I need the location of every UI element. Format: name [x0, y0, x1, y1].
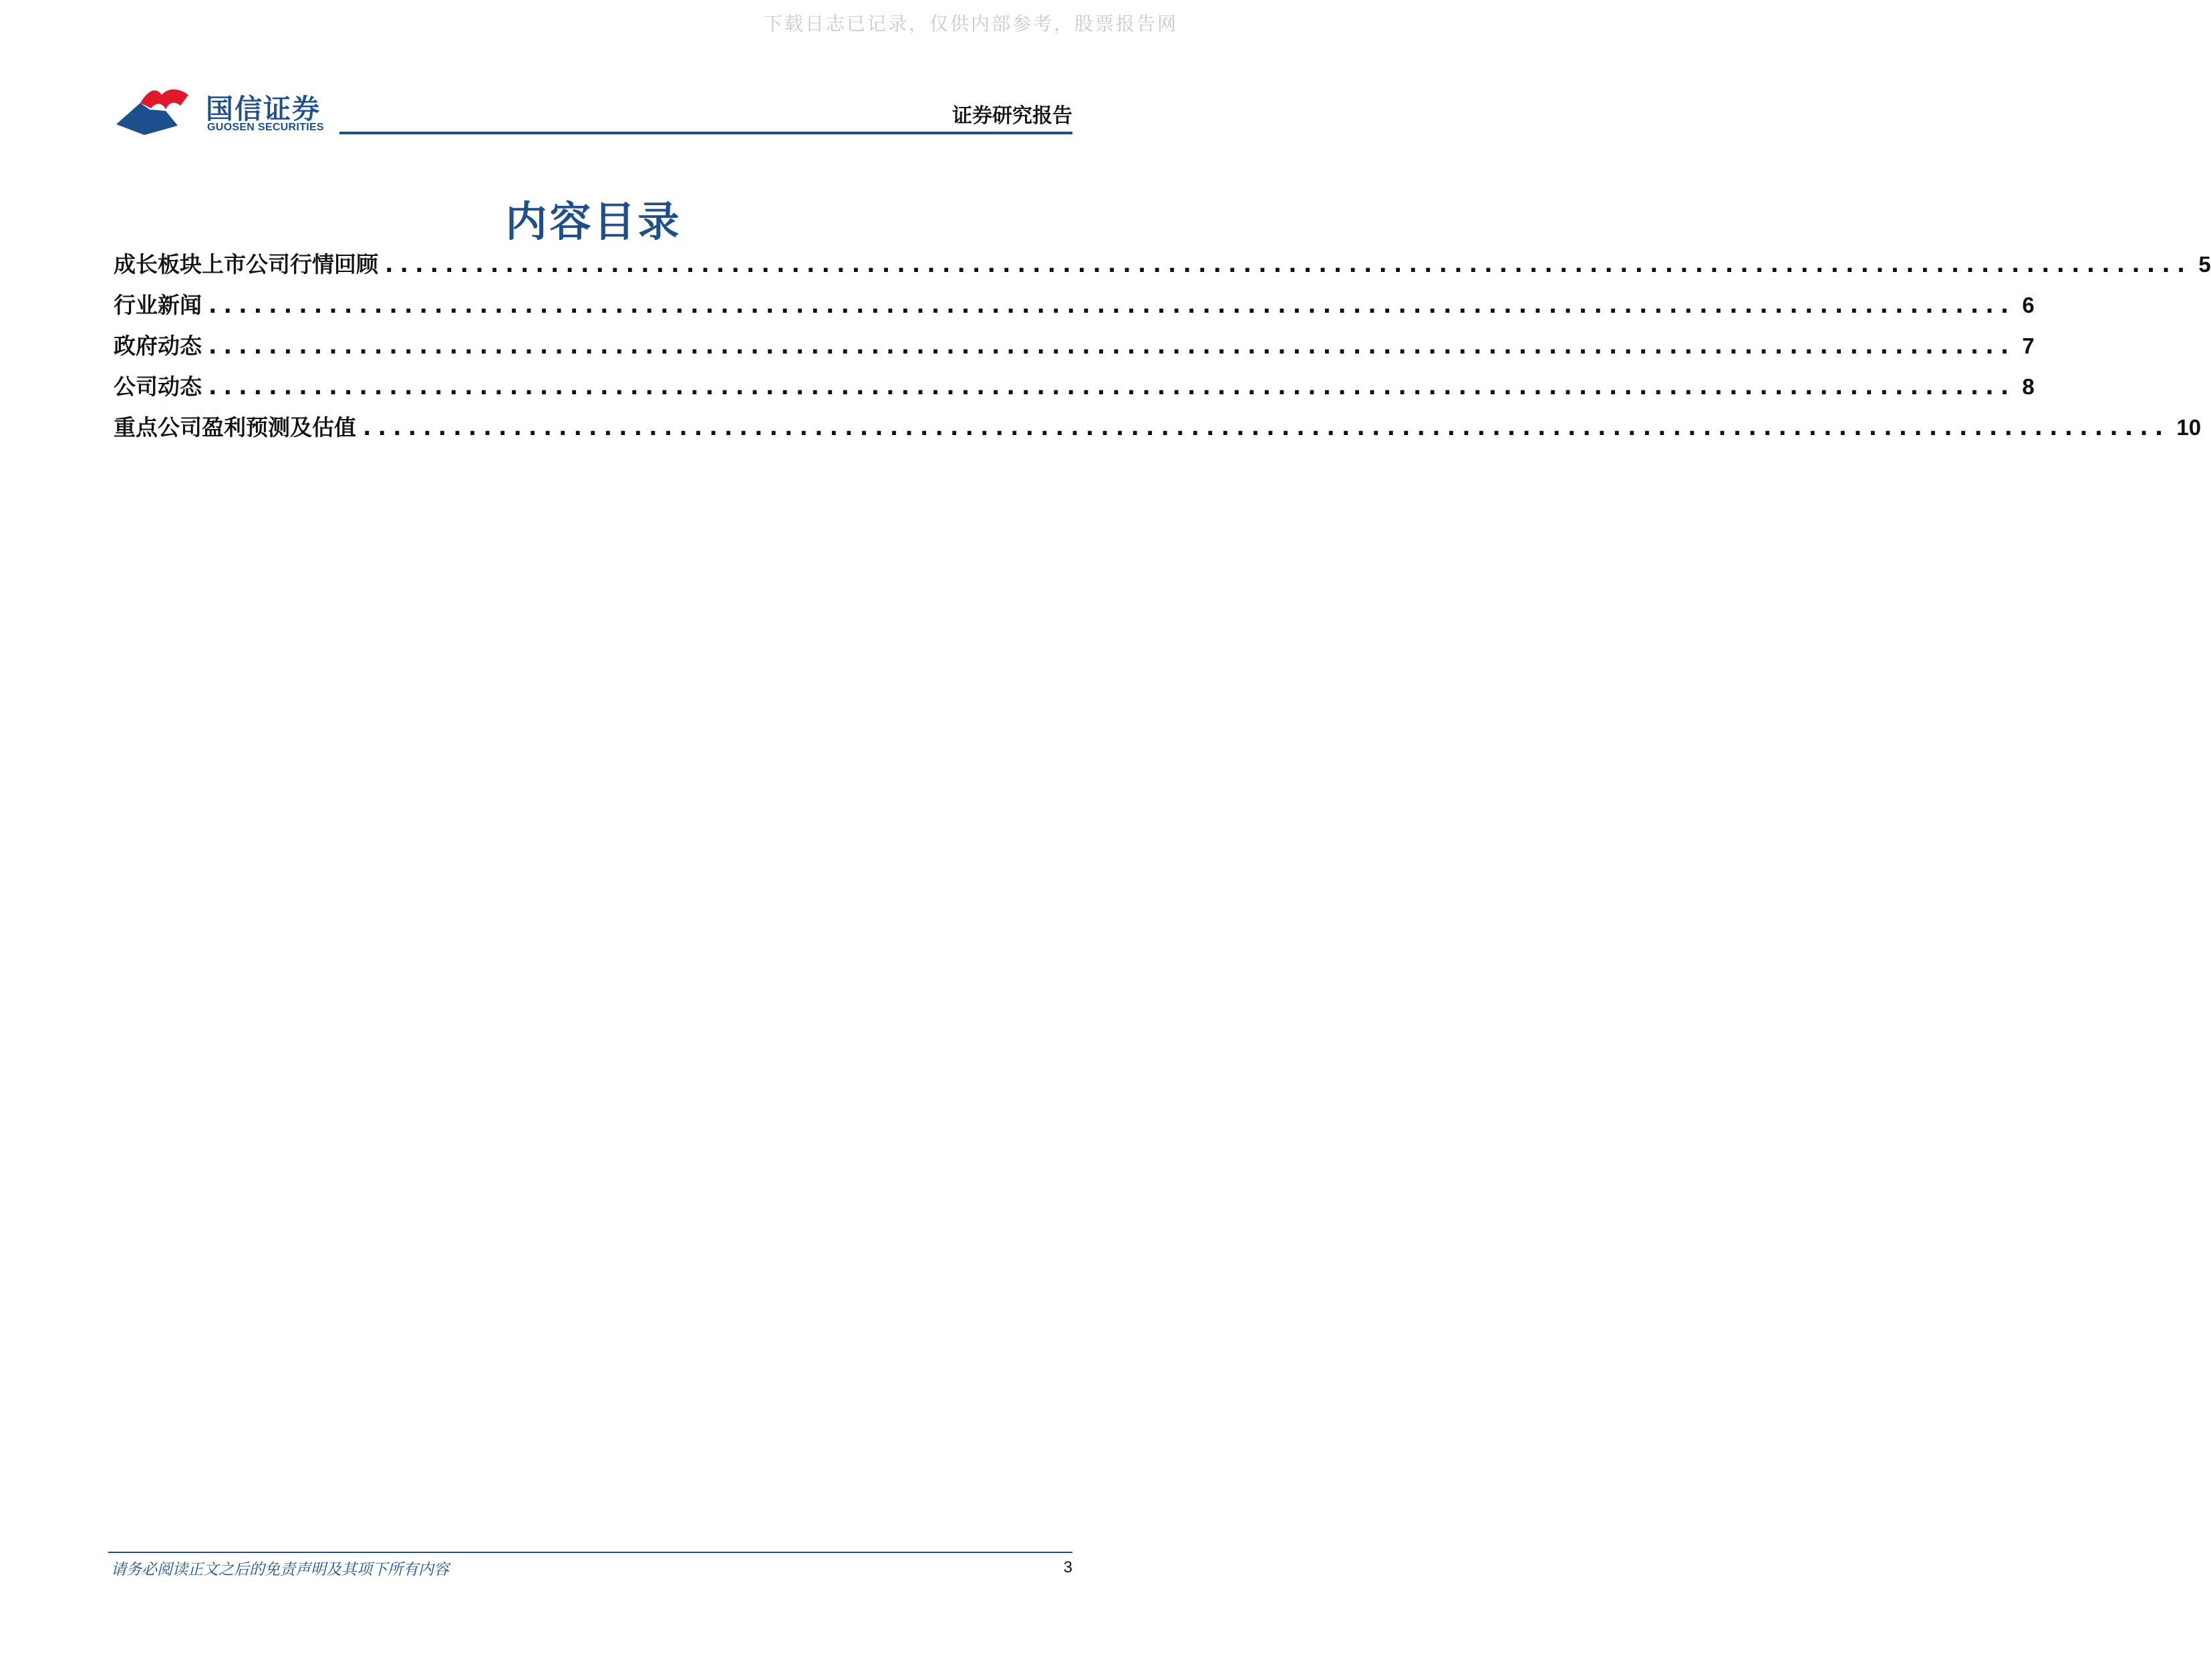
toc-dot-leader: ........................................................................................................................	[363, 414, 2170, 440]
toc-entry-page: 8	[2022, 374, 2035, 399]
toc-entry-label: 成长板块上市公司行情回顾	[114, 251, 378, 277]
toc-entry-page: 7	[2022, 333, 2035, 358]
toc-dot-leader: ........................................................................................................................	[208, 333, 2016, 359]
toc-dot-leader: ........................................................................................................................	[385, 251, 2192, 277]
header-divider	[339, 132, 1072, 134]
toc-entry[interactable]	[114, 247, 2211, 288]
toc-entry-page: 6	[2022, 293, 2035, 317]
toc-entry[interactable]	[114, 329, 2035, 370]
toc-entry-page: 5	[2198, 252, 2211, 277]
toc-entry-label: 公司动态	[114, 374, 202, 400]
toc-entry[interactable]	[114, 288, 2035, 329]
toc-entry-label: 政府动态	[114, 333, 202, 359]
toc-list	[114, 247, 2211, 451]
toc-dot-leader: ........................................................................................................................	[208, 374, 2016, 400]
toc-entry[interactable]	[114, 370, 2035, 410]
toc-entry-label: 重点公司盈利预测及估值	[114, 414, 356, 440]
guosen-logo	[114, 83, 327, 143]
footer-disclaimer: 请务必阅读正文之后的免责声明及其项下所有内容	[111, 1561, 449, 1578]
footer-divider	[108, 1552, 1072, 1553]
toc-entry-label: 行业新闻	[114, 292, 202, 318]
toc-entry[interactable]	[114, 410, 2202, 451]
logo-english-name: GUOSEN SECURITIES	[207, 122, 324, 133]
watermark-text: 下载日志已记录，仅供内部参考，股票报告网	[763, 13, 1178, 35]
toc-dot-leader: ........................................................................................................................	[208, 292, 2016, 318]
report-type-label: 证券研究报告	[952, 104, 1072, 128]
logo-chinese-name: 国信证券	[206, 93, 321, 125]
toc-entry-page: 10	[2176, 415, 2202, 440]
page-number: 3	[1063, 1558, 1072, 1576]
guosen-logo-icon	[114, 83, 200, 136]
toc-title: 内容目录	[505, 197, 682, 246]
